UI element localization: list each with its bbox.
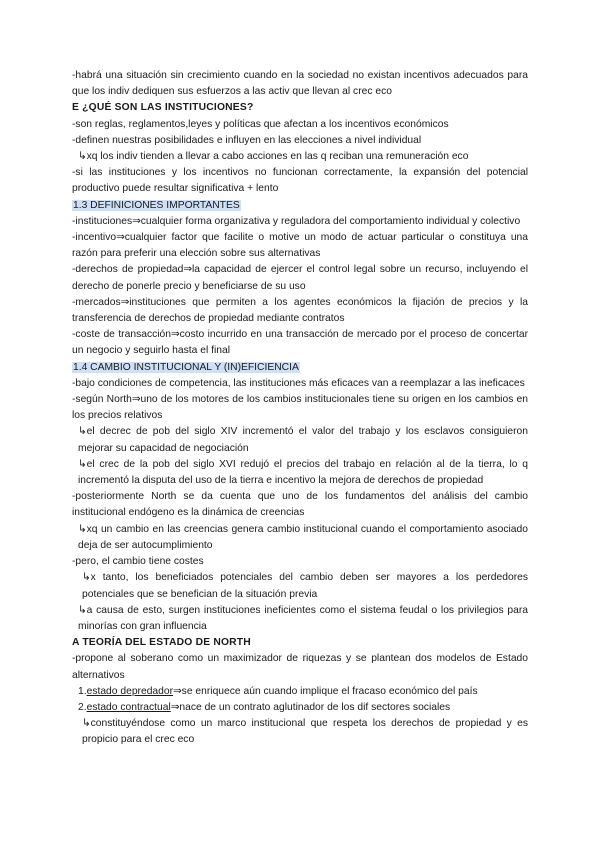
text-line-indented: ↳el decrec de pob del siglo XIV incrementó el valor del trabajo y los esclavos consiguieron mejorar su capacidad de negociación xyxy=(78,426,528,454)
text-line: -bajo condiciones de competencia, las instituciones más eficaces van a reemplazar a las ineficaces xyxy=(72,377,525,389)
text-line-indented: ↳a causa de esto, surgen instituciones ineficientes como el sistema feudal o los privilegios para minorías con gran influencia xyxy=(78,604,528,632)
item-text: ⇒se enriquece aún cuando implique el fracaso económico del país xyxy=(173,685,478,697)
text-line: -instituciones⇒cualquier forma organizativa y reguladora del comportamiento individual y colectivo xyxy=(72,215,521,227)
item-number: 1. xyxy=(78,685,87,697)
text-line: -si las instituciones y los incentivos no funcionan correctamente, la expansión del potencial productivo puede resultar significativa + lento xyxy=(72,167,528,195)
text-line: -son reglas, reglamentos,leyes y políticas que afectan a los incentivos económicos xyxy=(72,118,449,130)
text-line: -definen nuestras posibilidades e influyen en las elecciones a nivel individual xyxy=(72,134,422,146)
text-line: -propone al soberano como un maximizador de riquezas y se plantean dos modelos de Estado alternativos xyxy=(72,653,528,681)
section-heading-teoria-estado: A TEORÍA DEL ESTADO DE NORTH xyxy=(72,637,251,649)
text-line: -derechos de propiedad⇒la capacidad de ejercer el control legal sobre un recurso, incluyendo el derecho de ponerle precio y beneficiarse de su uso xyxy=(72,264,528,292)
item-term: estado depredador xyxy=(86,685,174,697)
text-line-indented: ↳el crec de la pob del siglo XVI redujó el precios del trabajo en relación al de la tierra, lo q incrementó la disputa del uso de la tierra e incentivo la mejora de derechos de propiedad xyxy=(78,458,528,487)
item-text: ⇒nace de un contrato aglutinador de los dif sectores sociales xyxy=(170,701,451,713)
text-line: -según North⇒uno de los motores de los cambios institucionales tiene su origen en los cambios en los precios relativos xyxy=(72,394,528,422)
text-line-indented: ↳xq un cambio en las creencias genera cambio institucional cuando el comportamiento asociado deja de ser autocumplimiento xyxy=(78,523,528,551)
numbered-item xyxy=(72,700,528,716)
item-term: estado contractual xyxy=(86,701,171,713)
text-line: -incentivo⇒cualquier factor que facilite o motive un modo de actuar particular o constituya una razón para preferir una elección sobre sus alternativas xyxy=(72,232,528,260)
text-line-indented: ↳constituyéndose como un marco institucional que respeta los derechos de propiedad y es propicio para el crec eco xyxy=(82,718,528,746)
text-line-indented: ↳xq los indiv tienden a llevar a cabo acciones en las q reciban una remuneración eco xyxy=(78,151,469,163)
text-line: -mercados⇒instituciones que permiten a los agentes económicos la fijación de precios y la transferencia de derechos de propiedad mediante contratos xyxy=(72,296,528,325)
text-line: -coste de transacción⇒costo incurrido en una transacción de mercado por el proceso de concertar un negocio y seguirlo hasta el final xyxy=(72,329,528,357)
text-line: -pero, el cambio tiene costes xyxy=(72,556,204,568)
section-heading-instituciones: E ¿QUÉ SON LAS INSTITUCIONES? xyxy=(72,102,254,114)
text-line-indented: ↳x tanto, los beneficiados potenciales del cambio deben ser mayores a los perdedores potenciales que se benefician de la situación previa xyxy=(82,572,528,600)
numbered-item xyxy=(72,684,528,700)
item-number: 2. xyxy=(78,701,87,713)
document-body xyxy=(72,68,528,749)
section-heading-cambio-institucional: 1.4 CAMBIO INSTITUCIONAL Y (IN)EFICIENCIA xyxy=(73,361,299,373)
section-heading-definiciones: 1.3 DEFINICIONES IMPORTANTES xyxy=(73,199,240,211)
text-line: -habrá una situación sin crecimiento cuando en la sociedad no existan incentivos adecuados para que los indiv dediquen sus esfuerzos a las activ que llevan al crec eco xyxy=(72,70,528,98)
text-line: -posteriormente North se da cuenta que uno de los fundamentos del análisis del cambio institucional endógeno es la dinámica de creencias xyxy=(72,491,528,519)
